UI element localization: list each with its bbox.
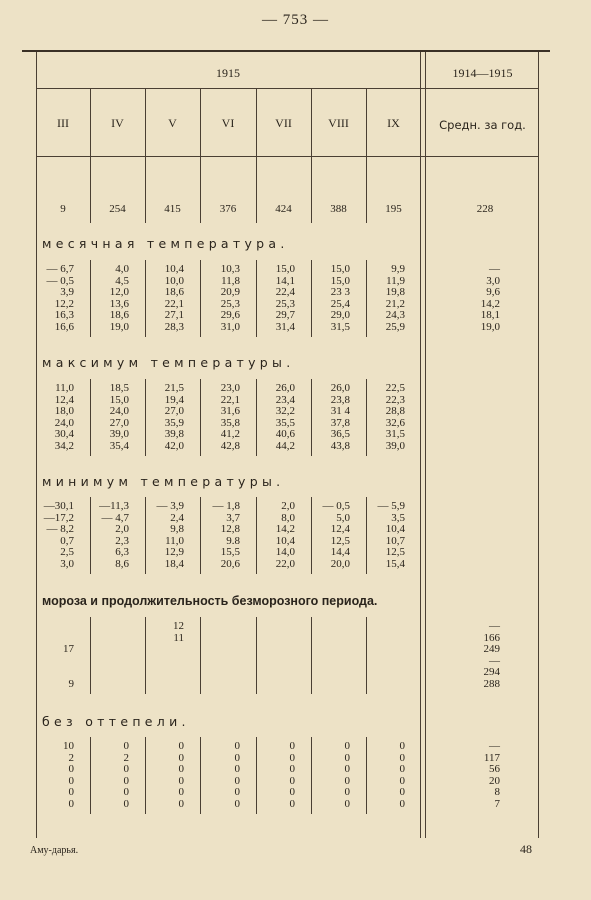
table-cell: 42,0 — [164, 439, 184, 452]
table-cell: — 4,7 — [101, 511, 129, 524]
table-cell: 31,0 — [220, 320, 240, 333]
table-cell: 30,4 — [54, 428, 74, 440]
table-cell: 15,0 — [330, 274, 350, 287]
table-cell: 10 — [63, 740, 74, 752]
table-cell: 14,4 — [330, 546, 350, 558]
table-cell: 22,3 — [385, 393, 405, 406]
table-cell: 22,5 — [385, 382, 405, 394]
table-cell: —30,1 — [43, 500, 74, 512]
first-row-cell: 195 — [385, 203, 402, 215]
top-rule — [22, 50, 550, 52]
table-cell: — 0,5 — [322, 500, 350, 512]
table-cell: 19,0 — [480, 320, 500, 333]
table-cell: 0 — [68, 774, 74, 787]
section-col-line — [90, 617, 91, 694]
table-cell: 16,6 — [54, 320, 74, 333]
table-cell: 18,5 — [109, 382, 129, 394]
table-cell: 10,0 — [164, 274, 184, 287]
table-cell: 0 — [234, 797, 240, 810]
table-cell: 3,9 — [60, 286, 74, 298]
table-cell: 14,2 — [275, 523, 295, 535]
table-cell: —11,3 — [99, 500, 129, 512]
table-cell: 2,0 — [115, 523, 129, 535]
table-cell: 25,4 — [330, 297, 350, 310]
section-col-line — [366, 617, 367, 694]
table-cell: 20,6 — [220, 557, 240, 570]
first-row-cell: 254 — [109, 203, 126, 215]
table-cell: 19,0 — [109, 320, 129, 333]
header-month-5: VIII — [328, 116, 349, 130]
table-cell: 36,5 — [330, 428, 350, 440]
table-cell: 31 4 — [330, 405, 350, 417]
table-cell: 11,8 — [221, 274, 240, 287]
table-cell: 0 — [234, 740, 240, 752]
table-cell: 23,8 — [330, 393, 350, 406]
header-month-1: IV — [111, 116, 124, 130]
table-cell: 18,4 — [164, 557, 184, 570]
table-cell: 8 — [494, 786, 500, 798]
frame-avg-divider — [420, 52, 426, 838]
table-cell: 2,3 — [115, 534, 129, 547]
table-cell: 22,4 — [275, 286, 295, 298]
table-cell: 22,0 — [275, 557, 295, 570]
table-cell: 27,1 — [164, 309, 184, 321]
table-cell: 21,5 — [164, 382, 184, 394]
table-cell: 10,4 — [385, 523, 405, 535]
footer-left: Аму-дарья. — [30, 845, 79, 856]
table-cell: 32,2 — [275, 405, 295, 417]
table-cell: 25,3 — [220, 297, 240, 310]
header-group-right: 1914—1915 — [452, 66, 513, 80]
table-cell: 0 — [234, 763, 240, 775]
table-cell: 2 — [68, 751, 74, 764]
table-cell: — — [489, 620, 500, 632]
table-cell: 29,6 — [220, 309, 240, 321]
table-cell: 22,1 — [220, 393, 240, 406]
header-year-rule — [36, 88, 539, 89]
table-cell: 37,8 — [330, 416, 350, 429]
table-cell: 18,1 — [480, 309, 500, 321]
table-cell: — 1,8 — [212, 500, 240, 512]
table-cell: 32,6 — [385, 416, 405, 429]
table-cell: — 6,7 — [46, 263, 74, 275]
table-cell: 12,5 — [330, 534, 350, 547]
table-cell: 0 — [68, 797, 74, 810]
table-cell: 12,5 — [385, 546, 405, 558]
table-cell: 39,0 — [385, 439, 405, 452]
table-cell: 10,3 — [220, 263, 240, 275]
first-row-avg: 228 — [476, 203, 494, 215]
table-cell: 0 — [399, 751, 405, 764]
table-cell: 26,0 — [330, 382, 350, 394]
table-cell: 288 — [483, 677, 500, 690]
table-cell: 31,6 — [220, 405, 240, 417]
table-cell: 8,6 — [115, 557, 129, 570]
table-cell: 31,5 — [385, 428, 405, 440]
table-cell: 56 — [489, 763, 500, 775]
section-col-line — [200, 617, 201, 694]
table-cell: 25,3 — [275, 297, 295, 310]
table-cell: 31,4 — [275, 320, 295, 333]
table-cell: —17,2 — [43, 511, 74, 524]
table-cell: 39,0 — [109, 428, 129, 440]
table-cell: 31,5 — [330, 320, 350, 333]
table-cell: 12,0 — [109, 286, 129, 298]
table-cell: 40,6 — [275, 428, 295, 440]
header-month-0: III — [57, 116, 69, 130]
table-cell: 10,4 — [275, 534, 295, 547]
table-cell: — — [489, 263, 500, 275]
table-cell: 294 — [483, 666, 500, 678]
table-cell: 18,0 — [54, 405, 74, 417]
table-cell: 26,0 — [275, 382, 295, 394]
table-cell: — 0,5 — [46, 274, 74, 287]
table-cell: — — [489, 740, 500, 752]
table-cell: 24,0 — [54, 416, 74, 429]
header-bottom-rule — [36, 156, 539, 157]
table-cell: 3,7 — [226, 511, 240, 524]
table-cell: 0 — [123, 763, 129, 775]
table-cell: 35,9 — [164, 416, 184, 429]
table-cell: — 3,9 — [156, 500, 184, 512]
table-cell: 0 — [289, 797, 295, 810]
table-cell: 14,1 — [275, 274, 295, 287]
table-cell: 19,4 — [164, 393, 184, 406]
first-row-cell: 415 — [164, 203, 181, 215]
table-cell: 22,1 — [164, 297, 184, 310]
table-cell: 0,7 — [60, 534, 74, 547]
table-cell: 20,0 — [330, 557, 350, 570]
table-cell: 12,2 — [54, 297, 74, 310]
table-cell: 2,5 — [60, 546, 74, 558]
table-cell: 11,9 — [386, 274, 405, 287]
table-cell: — 5,9 — [377, 500, 405, 512]
table-cell: 35,4 — [109, 439, 129, 452]
table-cell: 0 — [234, 774, 240, 787]
table-cell: 0 — [123, 797, 129, 810]
table-cell: 4,5 — [115, 274, 129, 287]
page-number: — 753 — — [262, 12, 329, 28]
table-cell: 0 — [399, 774, 405, 787]
table-cell: 0 — [178, 751, 184, 764]
table-cell: 20 — [489, 774, 500, 787]
table-cell: 23,4 — [275, 393, 295, 406]
section-heading-1: максимум температуры. — [42, 355, 295, 370]
table-cell: 0 — [123, 740, 129, 752]
table-cell: 0 — [178, 740, 184, 752]
first-row-cell: 376 — [219, 203, 237, 215]
table-cell: 24,3 — [385, 309, 405, 321]
section-col-line — [256, 617, 257, 694]
table-cell: 3,0 — [486, 274, 500, 287]
table-cell: 0 — [344, 751, 350, 764]
table-cell: 3,0 — [60, 557, 74, 570]
table-cell: 15,4 — [385, 557, 405, 570]
table-cell: 10,7 — [385, 534, 405, 547]
table-cell: 14,2 — [480, 297, 500, 310]
table-cell: 0 — [289, 763, 295, 775]
table-cell: 15,0 — [275, 263, 295, 275]
table-cell: 44,2 — [275, 439, 295, 452]
table-cell: 29,7 — [275, 309, 295, 321]
table-cell: 249 — [483, 643, 500, 655]
table-cell: 0 — [344, 786, 350, 798]
table-cell: 17 — [63, 643, 74, 655]
table-cell: 12 — [173, 620, 184, 632]
table-cell: 28,8 — [385, 405, 405, 417]
table-cell: 29,0 — [330, 309, 350, 321]
table-cell: 2,4 — [170, 511, 184, 524]
table-cell: 0 — [399, 740, 405, 752]
section-heading-2: минимум температуры. — [42, 474, 285, 489]
table-cell: 11 — [173, 631, 184, 644]
first-row-cell: 388 — [330, 203, 347, 215]
table-cell: 10,4 — [164, 263, 184, 275]
table-cell: 23,0 — [220, 382, 240, 394]
header-group-left: 1915 — [216, 66, 240, 80]
table-cell: 28,3 — [164, 320, 184, 333]
table-cell: 0 — [123, 774, 129, 787]
table-cell: 0 — [234, 786, 240, 798]
table-cell: 41,2 — [220, 428, 240, 440]
table-cell: 0 — [178, 797, 184, 810]
table-cell: 24,0 — [109, 405, 129, 417]
table-cell: 0 — [178, 786, 184, 798]
header-month-2: V — [168, 116, 177, 130]
table-cell: 12,8 — [220, 523, 240, 535]
table-cell: 19,8 — [385, 286, 405, 298]
table-cell: 21,2 — [385, 297, 405, 310]
section-heading-4: без оттепели. — [42, 714, 190, 729]
table-cell: 0 — [344, 797, 350, 810]
table-cell: 25,9 — [385, 320, 405, 333]
table-cell: 0 — [178, 774, 184, 787]
section-heading-3: мороза и продолжительность безморозного периода. — [42, 594, 378, 608]
table-cell: 0 — [399, 797, 405, 810]
table-cell: 0 — [68, 763, 74, 775]
table-cell: 15,5 — [220, 546, 240, 558]
table-cell: 0 — [399, 786, 405, 798]
table-cell: 27,0 — [164, 405, 184, 417]
table-cell: 2,0 — [281, 500, 295, 512]
table-cell: 13,6 — [109, 297, 129, 310]
table-cell: 9.8 — [226, 534, 240, 547]
header-month-4: VII — [275, 116, 292, 130]
table-cell: 117 — [483, 751, 500, 764]
table-cell: 3,5 — [391, 511, 405, 524]
table-cell: 34,2 — [54, 439, 74, 452]
section-heading-0: месячная температура. — [42, 236, 289, 251]
table-cell: — — [489, 654, 500, 667]
table-cell: 14,0 — [275, 546, 295, 558]
table-cell: 2 — [123, 751, 129, 764]
table-cell: 6,3 — [115, 546, 129, 558]
table-cell: 4,0 — [115, 263, 129, 275]
first-row-cell: 9 — [60, 203, 66, 215]
table-cell: 42,8 — [220, 439, 240, 452]
table-cell: 18,6 — [109, 309, 129, 321]
table-cell: 9,6 — [486, 286, 500, 298]
table-cell: 9,9 — [391, 263, 405, 275]
table-cell: 39,8 — [164, 428, 184, 440]
table-cell: 18,6 — [164, 286, 184, 298]
section-col-line — [311, 617, 312, 694]
table-cell: 8,0 — [281, 511, 295, 524]
table-cell: 0 — [234, 751, 240, 764]
table-cell: 9 — [68, 677, 74, 690]
table-cell: 0 — [289, 774, 295, 787]
table-cell: 7 — [494, 797, 500, 810]
table-cell: 12,4 — [54, 393, 74, 406]
frame-right-line — [538, 52, 539, 838]
table-cell: — 8,2 — [46, 523, 74, 535]
table-cell: 15,0 — [109, 393, 129, 406]
table-cell: 12,9 — [164, 546, 184, 558]
table-cell: 0 — [399, 763, 405, 775]
table-cell: 0 — [68, 786, 74, 798]
footer-right: 48 — [520, 842, 532, 856]
table-cell: 20,9 — [220, 286, 240, 298]
table-cell: 0 — [344, 763, 350, 775]
table-cell: 23 3 — [330, 286, 350, 298]
table-cell: 0 — [344, 774, 350, 787]
table-cell: 0 — [289, 740, 295, 752]
table-cell: 16,3 — [54, 309, 74, 321]
table-cell: 166 — [483, 631, 500, 644]
table-cell: 12,4 — [330, 523, 350, 535]
table-cell: 43,8 — [330, 439, 350, 452]
table-cell: 0 — [123, 786, 129, 798]
table-cell: 9,8 — [170, 523, 184, 535]
table-cell: 27,0 — [109, 416, 129, 429]
table-cell: 15,0 — [330, 263, 350, 275]
table-cell: 0 — [289, 786, 295, 798]
first-row-cell: 424 — [275, 203, 292, 215]
table-cell: 35,5 — [275, 416, 295, 429]
table-cell: 11,0 — [165, 534, 184, 547]
table-cell: 5,0 — [336, 511, 350, 524]
table-cell: 0 — [178, 763, 184, 775]
table-cell: 11,0 — [55, 382, 74, 394]
table-cell: 35,8 — [220, 416, 240, 429]
table-cell: 0 — [344, 740, 350, 752]
table-cell: 0 — [289, 751, 295, 764]
header-month-6: IX — [387, 116, 400, 130]
header-month-3: VI — [221, 116, 235, 130]
header-avg-label: Средн. за год. — [439, 118, 526, 132]
